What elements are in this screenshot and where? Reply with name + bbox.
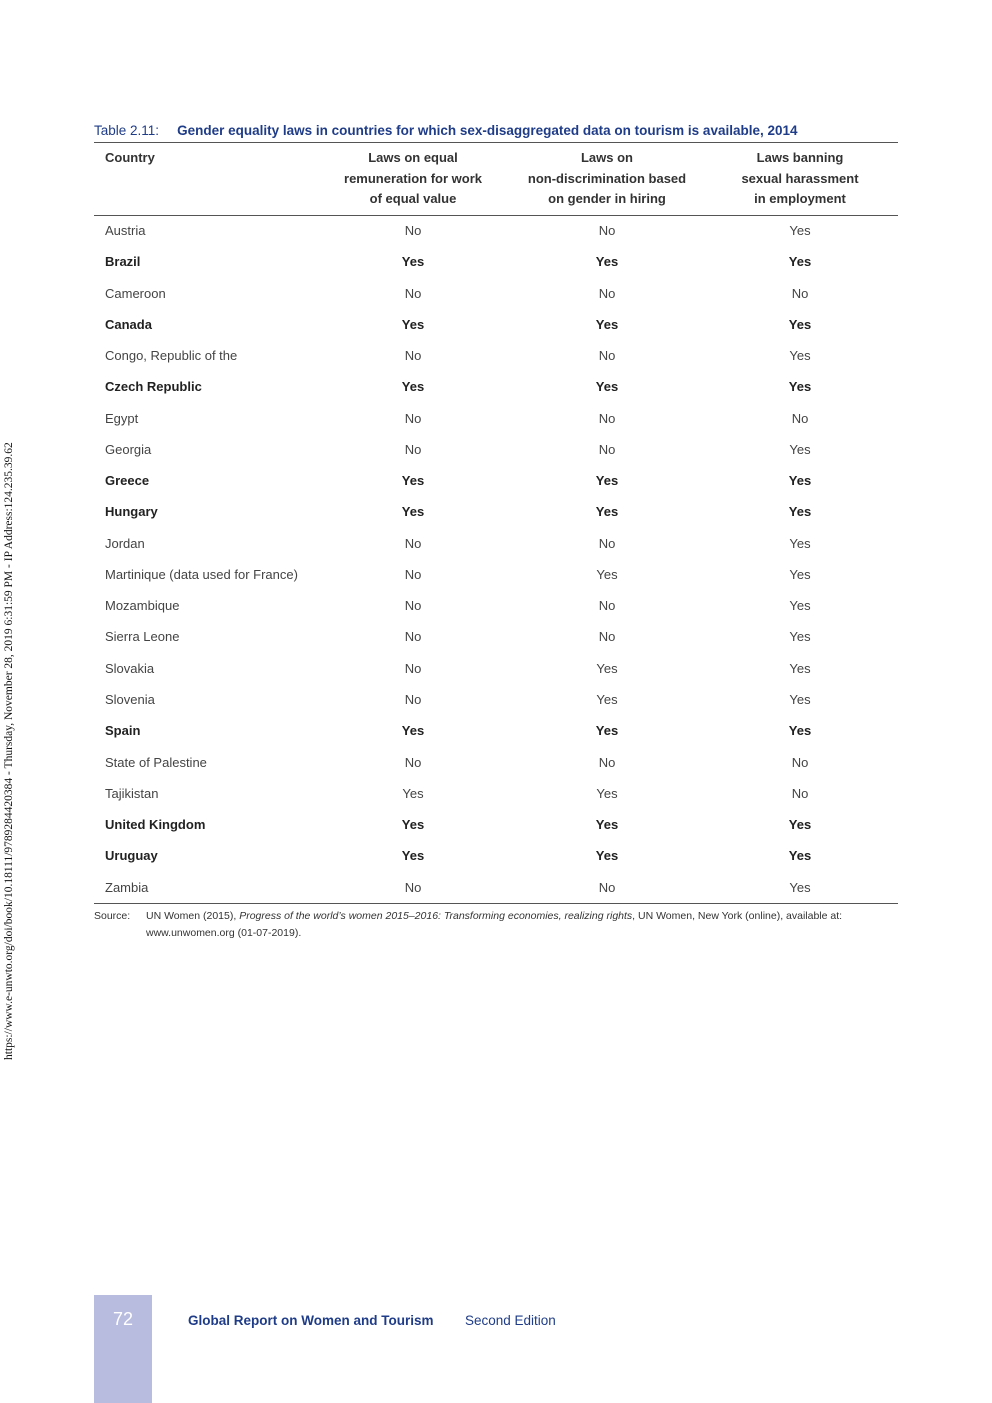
country-cell: Cameroon <box>105 285 166 301</box>
source-text-before: UN Women (2015), <box>146 910 240 922</box>
country-cell: State of Palestine <box>105 754 207 770</box>
law-cell: Yes <box>788 316 812 332</box>
law-cell: Yes <box>595 504 619 520</box>
law-cell: Yes <box>789 223 811 238</box>
law-cell: No <box>791 410 809 426</box>
law-cell: No <box>598 879 616 895</box>
footer-edition: Second Edition <box>465 1313 556 1328</box>
law-cell: No <box>791 754 809 770</box>
law-cell: No <box>404 879 422 895</box>
header-line: Laws on <box>580 150 633 165</box>
table-row <box>94 778 898 809</box>
table-number: Table 2.11: <box>94 123 160 138</box>
country-cell: Austria <box>105 223 146 238</box>
table-row <box>94 653 898 684</box>
law-cell: Yes <box>596 691 618 707</box>
table-row <box>94 340 898 371</box>
law-cell: Yes <box>788 254 812 270</box>
law-cell: No <box>404 441 422 457</box>
law-cell: No <box>598 598 616 614</box>
law-cell: Yes <box>596 566 618 582</box>
law-cell: Yes <box>595 723 619 739</box>
law-cell: Yes <box>788 848 812 864</box>
law-cell: Yes <box>789 535 811 551</box>
law-cell: No <box>404 348 422 364</box>
source-label: Source: <box>94 910 131 922</box>
header-line: Laws banning <box>756 150 844 165</box>
table-row <box>94 465 898 496</box>
law-cell: No <box>598 629 616 645</box>
table-row <box>94 309 898 340</box>
law-cell: Yes <box>595 316 619 332</box>
table-row <box>94 528 898 559</box>
law-cell: Yes <box>595 817 619 833</box>
table-row <box>94 559 898 590</box>
law-cell: No <box>404 754 422 770</box>
table-row <box>94 684 898 715</box>
law-cell: No <box>404 691 422 707</box>
table-row <box>94 403 898 434</box>
header-country: Country <box>105 150 155 165</box>
law-cell: No <box>404 410 422 426</box>
table-row <box>94 590 898 621</box>
access-watermark: https://www.e-unwto.org/doi/book/10.18111/9789284420384 - Thursday, November 28, 2019 6:31:59 PM - IP Address:124.235.39.62 <box>3 442 15 1060</box>
law-cell: Yes <box>789 660 811 676</box>
law-cell: No <box>791 785 809 801</box>
country-cell: United Kingdom <box>105 817 206 833</box>
table-row <box>94 840 898 871</box>
law-cell: Yes <box>401 848 425 864</box>
law-cell: No <box>404 629 422 645</box>
footer-report-title: Global Report on Women and Tourism <box>188 1313 434 1328</box>
header-line: remuneration for work <box>344 170 482 186</box>
header-equal-remuneration <box>313 148 513 210</box>
country-cell: Greece <box>105 473 150 489</box>
country-cell: Congo, Republic of the <box>105 348 238 364</box>
table-bottom-rule <box>94 903 898 904</box>
law-cell: Yes <box>401 817 425 833</box>
table-caption <box>94 122 898 140</box>
law-cell: Yes <box>788 379 812 395</box>
law-cell: Yes <box>595 848 619 864</box>
law-cell: Yes <box>789 441 811 457</box>
country-cell: Zambia <box>105 879 149 895</box>
table-row <box>94 434 898 465</box>
table-row <box>94 809 898 840</box>
table-row <box>94 747 898 778</box>
country-cell: Canada <box>105 316 152 332</box>
table-body <box>94 215 898 903</box>
source-text-after: , UN Women, New York (online), available at: www.unwomen.org (01-07-2019). <box>146 910 843 939</box>
law-cell: Yes <box>401 473 425 489</box>
page-number: 72 <box>112 1309 134 1329</box>
law-cell: Yes <box>789 691 811 707</box>
source-text-italic: Progress of the world’s women 2015–2016: Transforming economies, realizing rights <box>239 910 633 922</box>
table-row <box>94 371 898 402</box>
table-row <box>94 215 898 246</box>
country-cell: Martinique (data used for France) <box>105 566 298 582</box>
law-cell: Yes <box>789 598 811 614</box>
law-cell: No <box>598 441 616 457</box>
law-cell: Yes <box>595 379 619 395</box>
table-row <box>94 621 898 652</box>
table-row <box>94 715 898 746</box>
country-cell: Uruguay <box>105 848 158 864</box>
header-line: of equal value <box>369 191 457 206</box>
law-cell: No <box>404 566 422 582</box>
law-cell: No <box>598 535 616 551</box>
header-line: on gender in hiring <box>548 191 666 206</box>
source-text <box>146 908 898 942</box>
table-row <box>94 496 898 527</box>
law-cell: No <box>598 754 616 770</box>
header-non-discrimination <box>507 148 707 210</box>
country-cell: Brazil <box>105 254 141 270</box>
country-cell: Czech Republic <box>105 379 202 395</box>
law-cell: No <box>598 410 616 426</box>
law-cell: Yes <box>789 348 811 364</box>
law-cell: No <box>598 223 616 238</box>
law-cell: No <box>404 285 422 301</box>
law-cell: Yes <box>789 629 811 645</box>
law-cell: Yes <box>788 817 812 833</box>
law-cell: No <box>598 348 616 364</box>
law-cell: No <box>598 285 616 301</box>
country-cell: Slovenia <box>105 691 155 707</box>
law-cell: Yes <box>789 879 811 895</box>
country-cell: Georgia <box>105 441 152 457</box>
law-cell: Yes <box>788 723 812 739</box>
law-cell: Yes <box>596 660 618 676</box>
country-cell: Hungary <box>105 504 158 520</box>
country-cell: Sierra Leone <box>105 629 180 645</box>
law-cell: Yes <box>401 254 425 270</box>
law-cell: Yes <box>401 379 425 395</box>
table-header <box>94 148 898 210</box>
law-cell: Yes <box>401 504 425 520</box>
table-row <box>94 278 898 309</box>
header-line: in employment <box>754 191 846 206</box>
law-cell: No <box>791 285 809 301</box>
header-line: non-discrimination based <box>527 170 687 186</box>
table-row <box>94 246 898 277</box>
country-cell: Egypt <box>105 410 139 426</box>
page-number-box <box>94 1295 152 1403</box>
law-cell: Yes <box>401 723 425 739</box>
header-line: sexual harassment <box>741 170 859 186</box>
law-cell: No <box>404 535 422 551</box>
law-cell: No <box>404 598 422 614</box>
law-cell: Yes <box>788 504 812 520</box>
law-cell: Yes <box>401 316 425 332</box>
country-cell: Slovakia <box>105 660 155 676</box>
law-cell: Yes <box>596 785 618 801</box>
law-cell: No <box>404 660 422 676</box>
law-cell: Yes <box>595 254 619 270</box>
table-top-rule <box>94 142 898 143</box>
table-row <box>94 872 898 903</box>
country-cell: Tajikistan <box>105 785 159 801</box>
law-cell: Yes <box>595 473 619 489</box>
header-sexual-harassment <box>700 148 900 210</box>
header-line: Laws on equal <box>368 150 458 165</box>
law-cell: Yes <box>788 473 812 489</box>
table-title: Gender equality laws in countries for which sex-disaggregated data on tourism is available, 2014 <box>177 123 798 138</box>
country-cell: Jordan <box>105 535 145 551</box>
country-cell: Mozambique <box>105 598 180 614</box>
law-cell: No <box>404 223 422 238</box>
law-cell: Yes <box>402 785 424 801</box>
law-cell: Yes <box>789 566 811 582</box>
country-cell: Spain <box>105 723 141 739</box>
